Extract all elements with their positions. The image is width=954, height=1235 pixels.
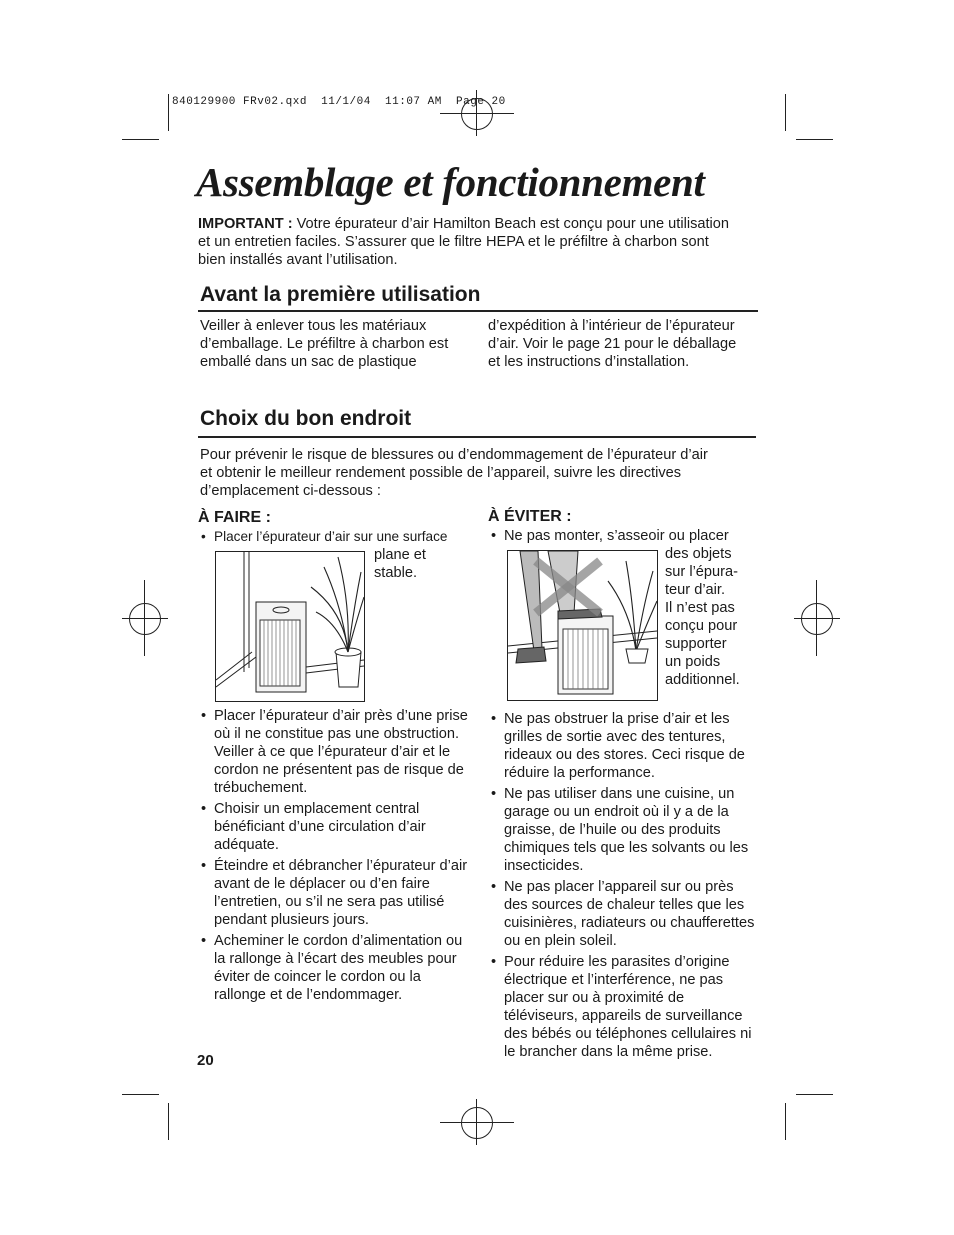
avoid-first-bullet: • Ne pas monter, s’asseoir ou placer (488, 527, 758, 545)
text-line: Veiller à enlever tous les matériaux (200, 318, 427, 334)
page-title: Assemblage et fonctionnement (196, 159, 705, 205)
text-line: d’air. Voir le page 21 pour le déballage (488, 336, 737, 352)
text-line: plane et (374, 547, 426, 563)
purifier-stable-surface-illustration (215, 551, 365, 702)
text-line: stable. (374, 565, 417, 581)
text-line: Ne pas monter, s’asseoir ou placer (504, 528, 729, 544)
text-line: conçu pour (665, 618, 738, 634)
crop-mark (122, 139, 159, 140)
list-item: • Ne pas placer l’appareil sur ou près des sources de chaleur telles que les cuisinières, radiateurs ou chaufferettes ou en plein soleil. (488, 878, 758, 950)
text-line: d’emplacement ci-dessous : (200, 483, 381, 499)
crop-mark (785, 1103, 786, 1140)
do-heading: À FAIRE : (198, 509, 271, 526)
list-item: • Éteindre et débrancher l’épurateur d’air avant de le déplacer ou d’en faire l’entretien, ou s’il ne sera pas utilisé pendant plusieurs jours. (198, 857, 470, 929)
text-line: sur l’épura- (665, 564, 738, 580)
section-rule (198, 310, 758, 312)
avoid-first-bullet-wrap (665, 545, 760, 689)
text-line: Pour prévenir le risque de blessures ou d’endommagement de l’épurateur d’air (200, 447, 708, 463)
text-line: Il n’est pas (665, 600, 735, 616)
text-line: supporter (665, 636, 727, 652)
text-line: additionnel. (665, 672, 740, 688)
section1-left-column (200, 317, 475, 371)
page-number: 20 (197, 1052, 214, 1069)
section-heading: Avant la première utilisation (200, 283, 481, 306)
crop-mark (796, 139, 833, 140)
crop-mark (796, 1094, 833, 1095)
important-text: et un entretien faciles. S’assurer que le filtre HEPA et le préfiltre à charbon sont (198, 234, 709, 250)
text-line: emballé dans un sac de plastique (200, 354, 417, 370)
avoid-bullet-list (488, 710, 758, 1064)
crop-mark (168, 1103, 169, 1140)
list-item: • Choisir un emplacement central bénéficiant d’une circulation d’air adéquate. (198, 800, 470, 854)
text-line: d’emballage. Le préfiltre à charbon est (200, 336, 449, 352)
text-line: des objets (665, 546, 732, 562)
avoid-heading: À ÉVITER : (488, 508, 572, 525)
text-line: un poids (665, 654, 721, 670)
important-paragraph (198, 215, 768, 269)
text-line: et obtenir le meilleur rendement possible de l’appareil, suivre les directives (200, 465, 682, 481)
text-line: teur d’air. (665, 582, 726, 598)
crop-mark (122, 1094, 159, 1095)
list-item: • Pour réduire les parasites d’origine électrique et l’interférence, ne pas placer sur ou à proximité de téléviseurs, appareils de surveillance des bébés ou téléphones cellulaires ni le brancher dans la même prise. (488, 953, 758, 1061)
text-line: et les instructions d’installation. (488, 354, 690, 370)
file-slug: 840129900 FRv02.qxd 11/1/04 11:07 AM Page 20 (172, 96, 506, 108)
section-heading: Choix du bon endroit (200, 407, 412, 430)
do-bullet-list (198, 707, 470, 1007)
crop-mark (785, 94, 786, 131)
list-item: • Ne pas obstruer la prise d’air et les grilles de sortie avec des tentures, rideaux ou des stores. Ceci risque de réduire la performance. (488, 710, 758, 782)
text-line: d’expédition à l’intérieur de l’épurateur (488, 318, 735, 334)
section2-intro (200, 446, 760, 500)
important-text: Votre épurateur d’air Hamilton Beach est conçu pour une utilisation (292, 216, 730, 232)
section1-right-column (488, 317, 763, 371)
important-label: IMPORTANT : (198, 216, 293, 232)
do-first-bullet: • Placer l’épurateur d’air sur une surface (198, 528, 468, 546)
important-text: bien installés avant l’utilisation. (198, 252, 398, 268)
text-line: Placer l’épurateur d’air sur une surface (214, 529, 448, 544)
list-item: • Acheminer le cordon d’alimentation ou la rallonge à l’écart des meubles pour éviter de coincer le cordon ou la rallonge et de l’endommager. (198, 932, 470, 1004)
do-not-stand-on-purifier-illustration (507, 550, 658, 701)
do-first-bullet-wrap (374, 546, 474, 582)
crop-mark (168, 94, 169, 131)
list-item: • Ne pas utiliser dans une cuisine, un garage ou un endroit où il y a de la graisse, de l’huile ou des produits chimiques tels que les solvants ou les insecticides. (488, 785, 758, 875)
section-rule (198, 436, 756, 438)
list-item: • Placer l’épurateur d’air près d’une prise où il ne constitue pas une obstruction. Veiller à ce que l’épurateur d’air et le cordon ne présentent pas de risque de trébuchement. (198, 707, 470, 797)
